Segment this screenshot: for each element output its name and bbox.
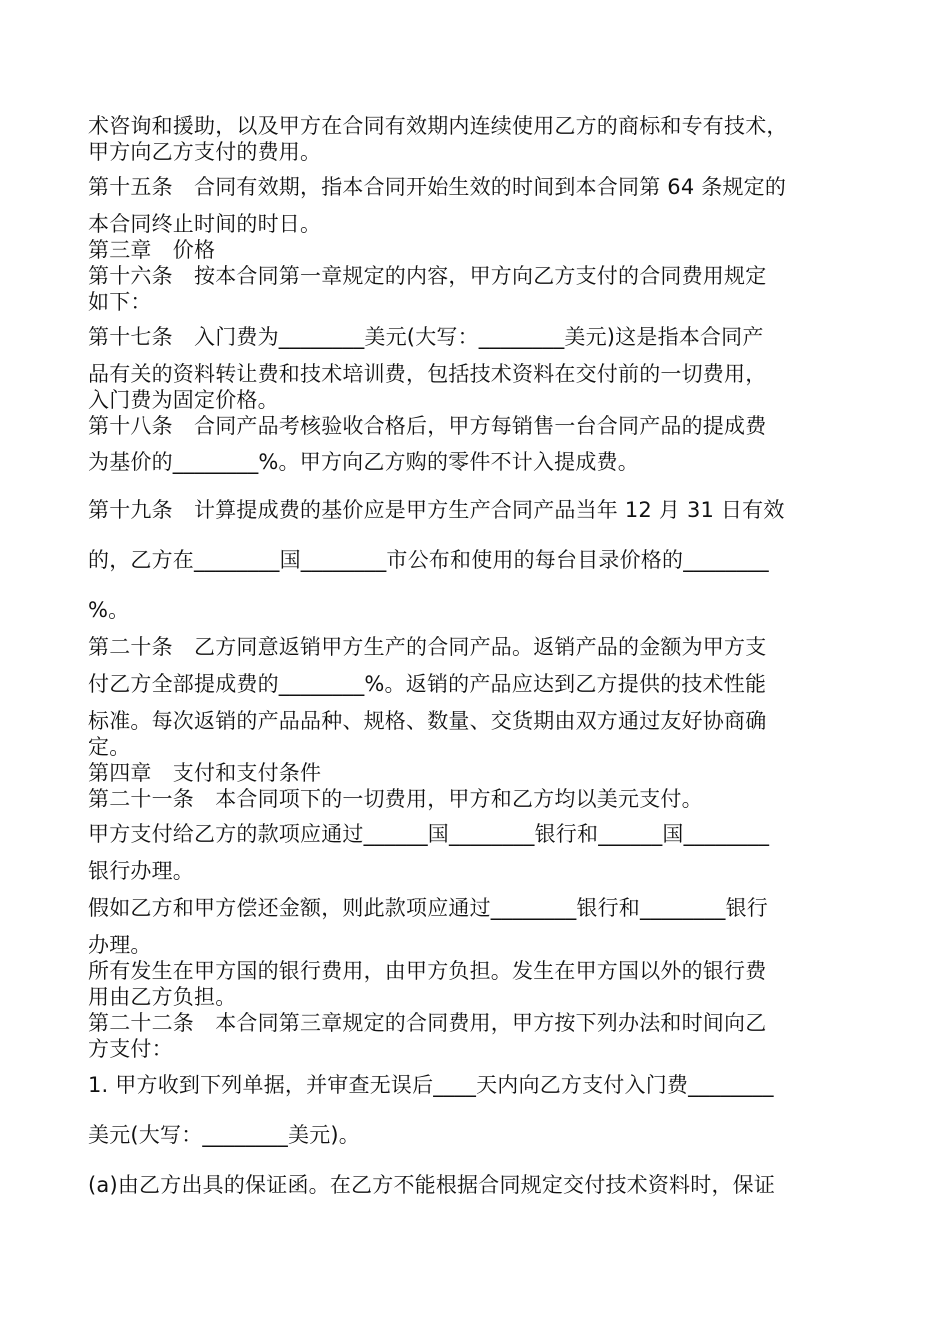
text-line: 方支付：	[88, 1037, 173, 1061]
text-line: 第十九条 计算提成费的基价应是甲方生产合同产品当年 12 月 31 日有效	[88, 498, 785, 522]
text-line: %。	[88, 598, 130, 622]
text-line: 定。	[88, 735, 131, 759]
text-line: 用由乙方负担。	[88, 985, 237, 1009]
text-line: 办理。	[88, 933, 152, 957]
text-line: 的，乙方在________国________市公布和使用的每台目录价格的________	[88, 548, 769, 572]
text-line: 假如乙方和甲方偿还金额，则此款项应通过________银行和________银行	[88, 896, 768, 920]
text-line: 第十七条 入门费为________美元(大写：________美元)这是指本合同产	[88, 325, 764, 349]
text-line: 所有发生在甲方国的银行费用，由甲方负担。发生在甲方国以外的银行费	[88, 959, 767, 983]
text-line: 第二十二条 本合同第三章规定的合同费用，甲方按下列办法和时间向乙	[88, 1011, 767, 1035]
text-line: 第二十一条 本合同项下的一切费用，甲方和乙方均以美元支付。	[88, 787, 703, 811]
text-line: 入门费为固定价格。	[88, 388, 279, 412]
text-line: 第十六条 按本合同第一章规定的内容，甲方向乙方支付的合同费用规定	[88, 264, 767, 288]
text-line: 第十八条 合同产品考核验收合格后，甲方每销售一台合同产品的提成费	[88, 414, 767, 438]
text-line: 美元(大写：________美元)。	[88, 1123, 360, 1147]
text-line: 甲方支付给乙方的款项应通过______国________银行和______国________	[88, 822, 770, 846]
chapter-heading: 第三章 价格	[88, 238, 216, 262]
text-line: 付乙方全部提成费的________%。返销的产品应达到乙方提供的技术性能	[88, 672, 767, 696]
chapter-heading: 第四章 支付和支付条件	[88, 761, 322, 785]
text-line: 为基价的________%。甲方向乙方购的零件不计入提成费。	[88, 450, 639, 474]
text-line: 银行办理。	[88, 859, 194, 883]
text-line: 品有关的资料转让费和技术培训费，包括技术资料在交付前的一切费用，	[88, 362, 767, 386]
text-line: 术咨询和援助，以及甲方在合同有效期内连续使用乙方的商标和专有技术，	[88, 114, 788, 138]
text-line: 本合同终止时间的时日。	[88, 212, 322, 236]
text-line: 第十五条 合同有效期，指本合同开始生效的时间到本合同第 64 条规定的	[88, 175, 787, 199]
text-line: 如下：	[88, 290, 152, 314]
list-item: 1. 甲方收到下列单据，并审查无误后____天内向乙方支付入门费________	[88, 1073, 774, 1097]
text-line: 甲方向乙方支付的费用。	[88, 140, 322, 164]
text-line: 标准。每次返销的产品品种、规格、数量、交货期由双方通过友好协商确	[88, 709, 767, 733]
text-line: 第二十条 乙方同意返销甲方生产的合同产品。返销产品的金额为甲方支	[88, 635, 767, 659]
list-item: (a)由乙方出具的保证函。在乙方不能根据合同规定交付技术资料时，保证	[88, 1173, 776, 1197]
